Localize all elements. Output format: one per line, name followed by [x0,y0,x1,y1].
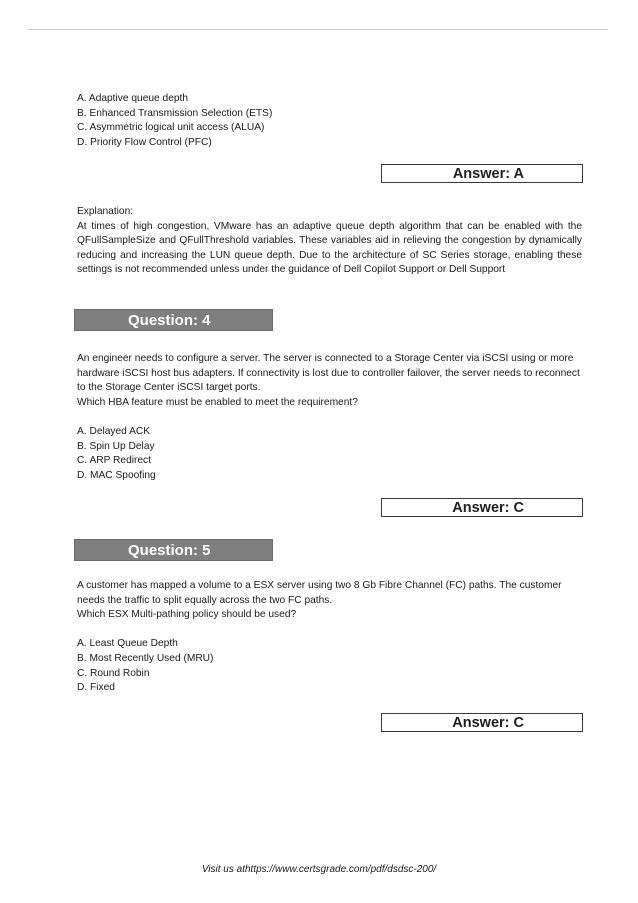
answer-label: Answer: C [452,715,524,731]
question4-title: Question: 4 [128,312,211,329]
option-d: D. Fixed [77,682,115,694]
option-d: D. MAC Spoofing [77,469,156,481]
option-a: A. Delayed ACK [77,425,151,437]
question3-options [77,92,582,150]
option-c: C. Round Robin [77,667,150,679]
question5-content [77,579,582,696]
option-d: D. Priority Flow Control (PFC) [77,136,212,148]
question5-body: A customer has mapped a volume to a ESX server using two 8 Gb Fibre Channel (FC) paths. The customer needs the traffic to split equally across the two FC paths. [77,580,562,606]
question4-body: An engineer needs to configure a server. The server is connected to a Storage Center via iSCSI using or more hardware iSCSI host bus adapters. If connectivity is lost due to controller failover, the server needs to reconnect to the Storage Center iSCSI target ports. [77,353,580,394]
question5-header [74,539,273,561]
footer-link[interactable]: Visit us athttps://www.certsgrade.com/pdf/dsdsc-200/ [201,864,437,875]
answer-label: Answer: A [452,166,524,182]
option-c: C. ARP Redirect [77,455,151,467]
option-c: C. Asymmetric logical unit access (ALUA) [77,122,265,134]
question3-answer-box [381,164,583,183]
explanation-heading: Explanation: [77,206,134,217]
question4-content [77,352,582,483]
option-b: B. Enhanced Transmission Selection (ETS) [77,107,273,119]
question4-prompt: Which HBA feature must be enabled to meet the requirement? [77,396,358,408]
option-a: A. Least Queue Depth [77,638,178,650]
question5-answer-box [381,713,583,732]
explanation [77,205,582,278]
option-a: A. Adaptive queue depth [77,93,189,104]
answer-label: Answer: C [452,500,524,516]
explanation-text: At times of high congestion, VMware has an adaptive queue depth algorithm that can be enabled with the QFullSampleSize and QFullThreshold variables. These variables aid in relieving the congestion by dynamically reducing and increasing the LUN queue depth. Due to the architecture of SC Series storage, enabling these settings is not recommended unless under the guidance of Dell Copilot Support or Dell Support [77,220,582,276]
question4-answer-box [381,498,583,517]
option-b: B. Most Recently Used (MRU) [77,652,214,664]
question5-title: Question: 5 [128,542,211,559]
question4-header [74,309,273,331]
top-divider [28,29,608,30]
option-b: B. Spin Up Delay [77,440,155,452]
question5-prompt: Which ESX Multi-pathing policy should be used? [77,609,297,621]
